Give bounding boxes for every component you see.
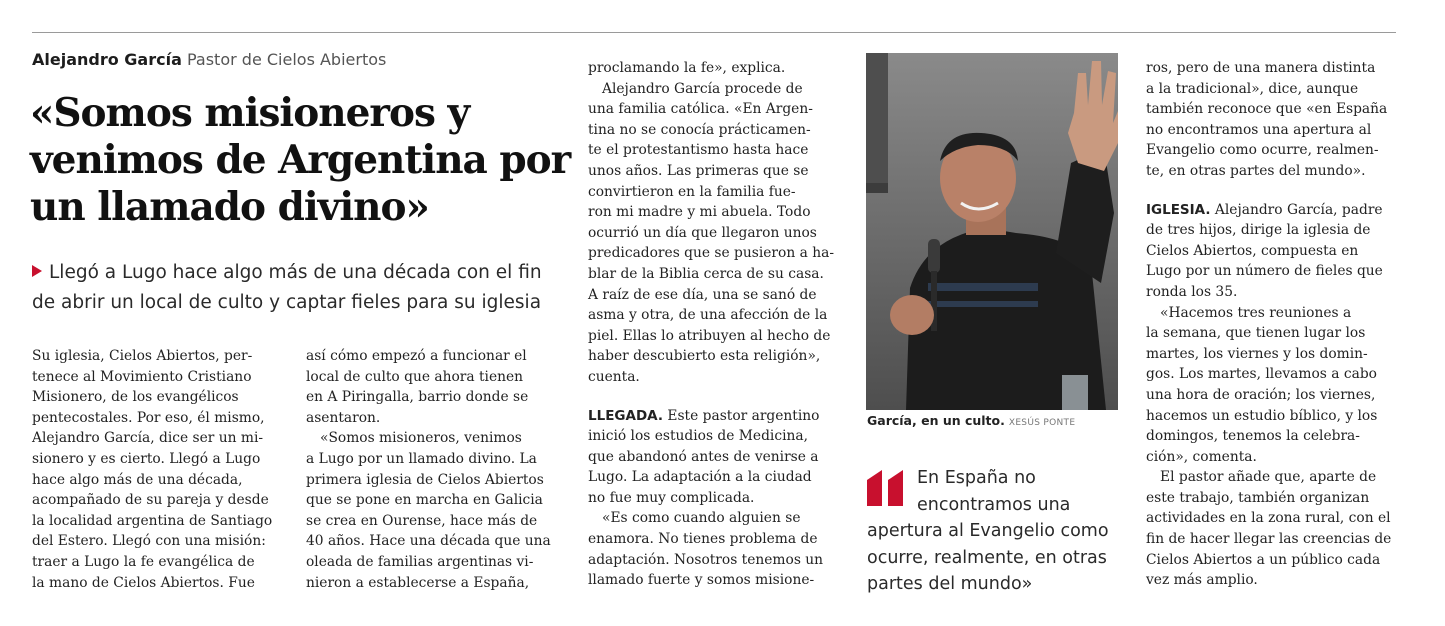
text-line: te, en otras partes del mundo».: [1146, 162, 1366, 179]
text-line: 40 años. Hace una década que una: [306, 533, 551, 550]
pastor-photo-illustration: [866, 53, 1118, 410]
pullquote-line: En España no: [917, 468, 1036, 488]
text-line: Evangelio como ocurre, realmen-: [1146, 142, 1379, 159]
text-fragment: Este pastor argentino: [667, 407, 820, 424]
pullquote: [867, 465, 1119, 598]
text-line: este trabajo, también organizan: [1146, 489, 1370, 506]
text-line: haber descubierto esta religión»,: [588, 348, 821, 365]
text-line: convirtieron en la familia fue-: [588, 183, 796, 200]
text-line: a Lugo por un llamado divino. La: [306, 450, 537, 467]
subhead-text: Llegó a Lugo hace algo más de una década con el fin: [49, 262, 542, 283]
text-line: piel. Ellas lo atribuyen al hecho de: [588, 327, 831, 344]
byline: [32, 50, 386, 69]
text-line: primera iglesia de Cielos Abiertos: [306, 471, 544, 488]
text-line: fin de hacer llegar las creencias de: [1146, 531, 1392, 548]
text-line: que se pone en marcha en Galicia: [306, 492, 543, 509]
text-line: la semana, que tienen lugar los: [1146, 325, 1366, 342]
text-line: llamado fuerte y somos misione-: [588, 572, 815, 589]
text-line: Su iglesia, Cielos Abiertos, per-: [32, 348, 253, 364]
text-line: enamora. No tienes problema de: [588, 531, 818, 548]
text-line: inició los estudios de Medicina,: [588, 428, 808, 445]
text-line: traer a Lugo la fe evangélica de: [32, 553, 255, 570]
text-line: local de culto que ahora tienen: [306, 368, 524, 385]
text-line: proclamando la fe», explica.: [588, 60, 786, 76]
text-line: tina no se conocía prácticamen-: [588, 121, 811, 138]
text-line: te el protestantismo hasta hace: [588, 142, 809, 159]
text-line: también reconoce que «en España: [1146, 101, 1388, 118]
headline: [30, 90, 575, 231]
text-line: asma y otra, de una afección de la: [588, 307, 828, 324]
text-line: se crea en Ourense, hace más de: [306, 512, 538, 529]
text-line: oleada de familias argentinas vi-: [306, 553, 534, 570]
text-line: Cielos Abiertos, compuesta en: [1146, 242, 1359, 259]
triangle-bullet-icon: [32, 265, 42, 277]
text-line: Cielos Abiertos a un público cada: [1146, 551, 1381, 568]
text-line: Lugo por un número de fieles que: [1146, 263, 1383, 280]
text-line: unos años. Las primeras que se: [588, 162, 809, 179]
photo-caption: [867, 413, 1075, 428]
text-line: asentaron.: [306, 409, 381, 426]
text-line: no encontramos una apertura al: [1146, 121, 1372, 138]
text-line: Alejandro García procede de: [602, 80, 803, 97]
text-line: en A Piringalla, barrio donde se: [306, 389, 529, 406]
article-column-1: [32, 346, 284, 593]
text-line: ros, pero de una manera distinta: [1146, 60, 1376, 76]
text-line: A raíz de ese día, una se sanó de: [588, 286, 817, 303]
text-line: «Hacemos tres reuniones a: [1160, 304, 1352, 321]
pullquote-line: ocurre, realmente, en otras: [867, 547, 1107, 568]
text-line: actividades en la zona rural, con el: [1146, 510, 1391, 527]
text-line: la mano de Cielos Abiertos. Fue: [32, 574, 255, 591]
text-line: «Es como cuando alguien se: [602, 510, 801, 527]
text-line: Lugo. La adaptación a la ciudad: [588, 469, 812, 486]
article-column-3: [588, 58, 842, 591]
text-line: acompañado de su pareja y desde: [32, 492, 269, 509]
text-line: ronda los 35.: [1146, 283, 1238, 300]
text-line: [1146, 200, 1398, 221]
text-line: hacemos un estudio bíblico, y los: [1146, 407, 1378, 424]
text-line: Alejandro García, dice ser un mi-: [32, 430, 264, 447]
text-line: predicadores que se pusieron a ha-: [588, 245, 834, 262]
pullquote-line: encontramos una: [917, 494, 1071, 515]
text-fragment: Alejandro García, padre: [1214, 201, 1383, 218]
subhead-line: de abrir un local de culto y captar fieles para su iglesia: [32, 292, 542, 313]
text-line: cuenta.: [588, 368, 640, 385]
text-line: tenece al Movimiento Cristiano: [32, 368, 252, 385]
text-line: vez más amplio.: [1146, 572, 1258, 589]
caption-text: García, en un culto.: [867, 413, 1005, 428]
text-line: la localidad argentina de Santiago: [32, 512, 273, 529]
text-line: nieron a establecerse a España,: [306, 574, 530, 591]
text-line: pentecostales. Por eso, él mismo,: [32, 409, 265, 426]
text-line: El pastor añade que, aparte de: [1160, 469, 1377, 486]
text-line: domingos, tenemos la celebra-: [1146, 428, 1360, 445]
text-line: ción», comenta.: [1146, 448, 1257, 465]
text-line: a la tradicional», dice, aunque: [1146, 80, 1359, 97]
text-line: del Estero. Llegó con una misión:: [32, 533, 266, 550]
text-line: blar de la Biblia cerca de su casa.: [588, 265, 824, 282]
text-line: adaptación. Nosotros tenemos un: [588, 551, 824, 568]
text-line: martes, los viernes y los domin-: [1146, 345, 1368, 362]
headline-line: un llamado divino»: [30, 184, 429, 230]
photo-credit: XESÚS PONTE: [1008, 418, 1076, 428]
pullquote-line: partes del mundo»: [867, 574, 1033, 594]
text-line: una hora de oración; los viernes,: [1146, 386, 1376, 403]
article-column-5: [1146, 58, 1398, 591]
pullquote-line: apertura al Evangelio como: [867, 521, 1109, 541]
text-line: ron mi madre y mi abuela. Todo: [588, 204, 811, 221]
article-column-2: [306, 346, 562, 593]
text-line: «Somos misioneros, venimos: [320, 430, 522, 447]
text-line: [588, 406, 842, 427]
article-photo: [866, 53, 1118, 410]
text-line: así cómo empezó a funcionar el: [306, 348, 527, 364]
subhead: [32, 258, 572, 318]
headline-line: venimos de Argentina por: [30, 137, 571, 183]
text-line: de tres hijos, dirige la iglesia de: [1146, 222, 1371, 239]
byline-role: Pastor de Cielos Abiertos: [186, 50, 387, 69]
subhead-line: [32, 258, 572, 288]
text-line: gos. Los martes, llevamos a cabo: [1146, 366, 1377, 383]
text-line: que abandonó antes de venirse a: [588, 448, 819, 465]
byline-name: Alejandro García: [32, 50, 182, 69]
text-line: ocurrió un día que llegaron unos: [588, 224, 817, 241]
section-lead-llegada: LLEGADA.: [588, 407, 663, 424]
top-rule: [32, 32, 1396, 33]
text-line: Misionero, de los evangélicos: [32, 389, 239, 406]
text-line: hace algo más de una década,: [32, 471, 243, 488]
text-line: una familia católica. «En Argen-: [588, 101, 813, 118]
text-line: sionero y es cierto. Llegó a Lugo: [32, 450, 261, 467]
text-line: no fue muy complicada.: [588, 489, 755, 506]
headline-line: «Somos misioneros y: [30, 90, 470, 136]
section-lead-iglesia: IGLESIA.: [1146, 201, 1211, 218]
